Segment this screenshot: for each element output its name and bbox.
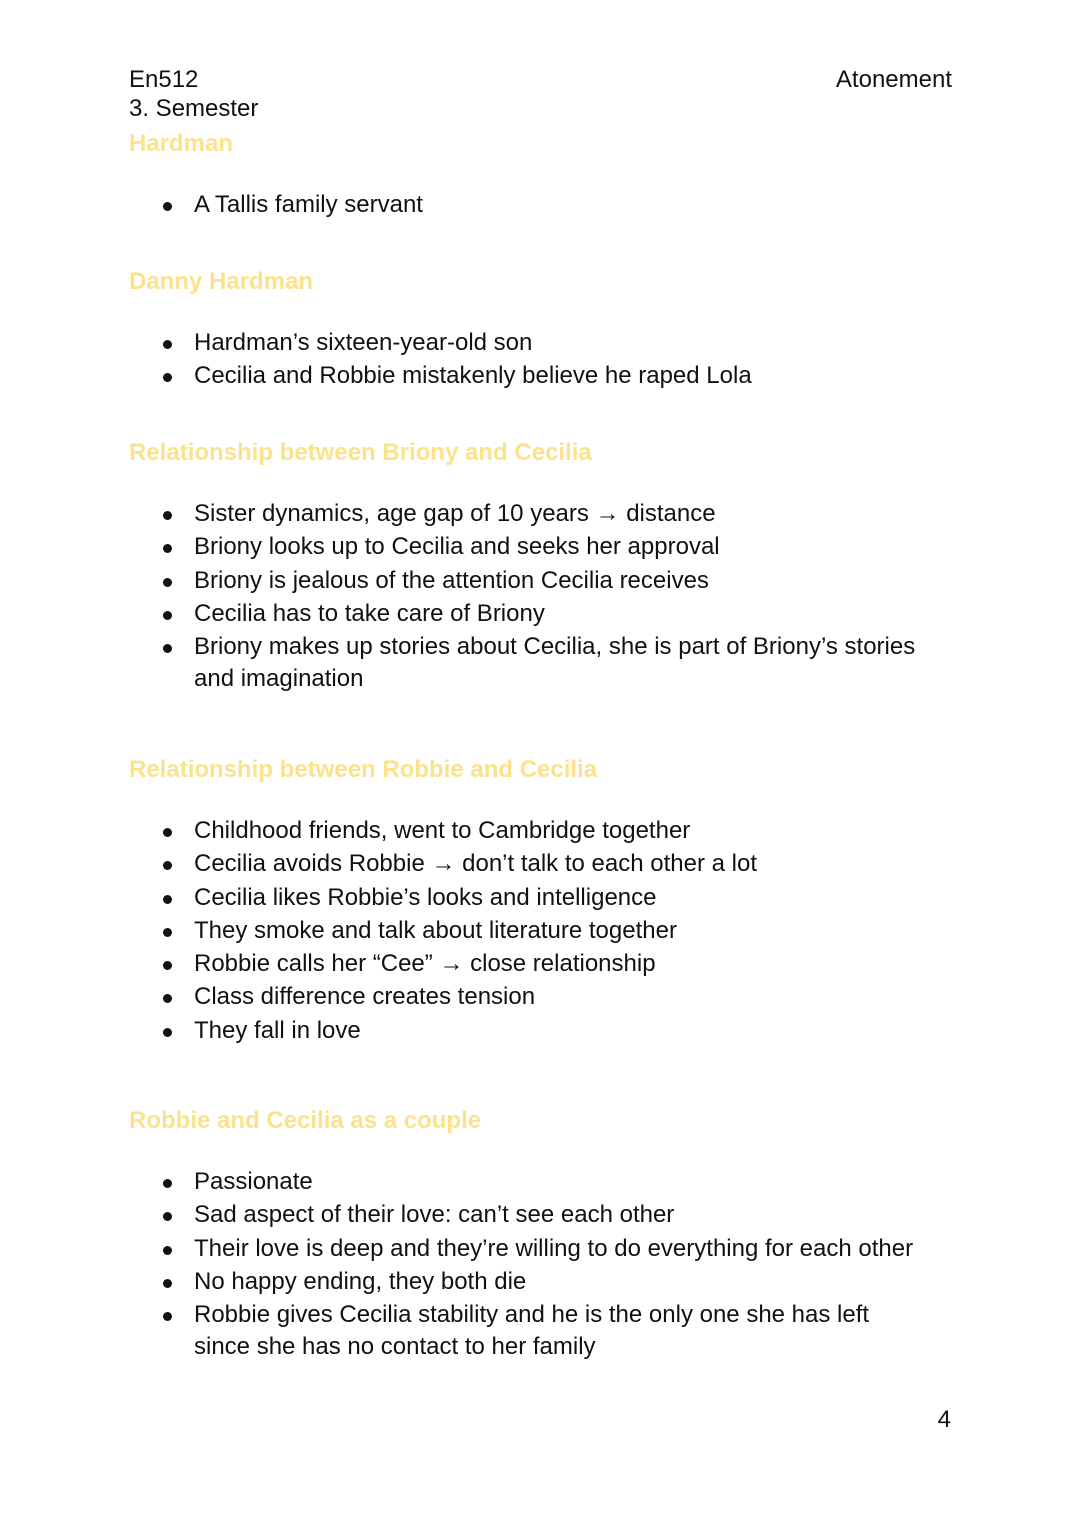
bullet-icon: [163, 511, 172, 520]
list-item: Robbie gives Cecilia stability and he is the only one she has left since she has no contact to her family: [129, 1299, 929, 1363]
list-item: Cecilia has to take care of Briony: [129, 598, 929, 630]
bullet-icon: [163, 961, 172, 970]
bullet-list: [129, 498, 929, 695]
list-item: Briony makes up stories about Cecilia, she is part of Briony’s stories and imagination: [129, 631, 929, 695]
bullet-icon: [163, 644, 172, 653]
bullet-icon: [163, 202, 172, 211]
list-item: Childhood friends, went to Cambridge together: [129, 815, 929, 847]
list-item: Their love is deep and they’re willing to do everything for each other: [129, 1233, 929, 1265]
bullet-icon: [163, 544, 172, 553]
page-number: 4: [937, 1406, 951, 1433]
bullet-icon: [163, 578, 172, 587]
section-couple: [129, 1106, 929, 1364]
bullet-list: [129, 815, 929, 1047]
list-item: Briony is jealous of the attention Cecilia receives: [129, 565, 929, 597]
list-item: They smoke and talk about literature together: [129, 915, 929, 947]
section-hardman: [129, 129, 929, 222]
bullet-icon: [163, 1179, 172, 1188]
bullet-list: [129, 189, 929, 221]
bullet-icon: [163, 994, 172, 1003]
bullet-icon: [163, 828, 172, 837]
bullet-icon: [163, 340, 172, 349]
section-robbie-cecilia: [129, 755, 929, 1048]
section-heading: Hardman: [129, 130, 234, 157]
section-heading: Robbie and Cecilia as a couple: [129, 1107, 482, 1134]
bullet-icon: [163, 1246, 172, 1255]
bullet-icon: [163, 861, 172, 870]
section-heading: Relationship between Robbie and Cecilia: [129, 756, 598, 783]
list-item: Class difference creates tension: [129, 981, 929, 1013]
section-heading: Relationship between Briony and Cecilia: [129, 439, 592, 466]
bullet-icon: [163, 1279, 172, 1288]
bullet-icon: [163, 611, 172, 620]
section-heading: Danny Hardman: [129, 268, 314, 295]
list-item: Sad aspect of their love: can’t see each other: [129, 1199, 929, 1231]
bullet-list: [129, 327, 929, 392]
list-item: Cecilia likes Robbie’s looks and intelligence: [129, 882, 929, 914]
document-title: Atonement: [835, 66, 952, 93]
list-item: Hardman’s sixteen-year-old son: [129, 327, 929, 359]
list-item: No happy ending, they both die: [129, 1266, 929, 1298]
list-item: A Tallis family servant: [129, 189, 929, 221]
list-item: They fall in love: [129, 1015, 929, 1047]
bullet-icon: [163, 1312, 172, 1321]
section-briony-cecilia: [129, 438, 929, 696]
bullet-icon: [163, 373, 172, 382]
bullet-icon: [163, 1028, 172, 1037]
section-danny-hardman: [129, 267, 929, 394]
list-item: Cecilia and Robbie mistakenly believe he raped Lola: [129, 360, 929, 392]
list-item: Robbie calls her “Cee” → close relationship: [129, 948, 929, 980]
bullet-list: [129, 1166, 929, 1363]
semester-label: 3. Semester: [129, 95, 259, 122]
bullet-icon: [163, 895, 172, 904]
list-item: Sister dynamics, age gap of 10 years → distance: [129, 498, 929, 530]
bullet-icon: [163, 928, 172, 937]
list-item: Cecilia avoids Robbie → don’t talk to each other a lot: [129, 848, 929, 880]
course-code: En512: [129, 66, 199, 93]
list-item: Passionate: [129, 1166, 929, 1198]
bullet-icon: [163, 1212, 172, 1221]
list-item: Briony looks up to Cecilia and seeks her approval: [129, 531, 929, 563]
